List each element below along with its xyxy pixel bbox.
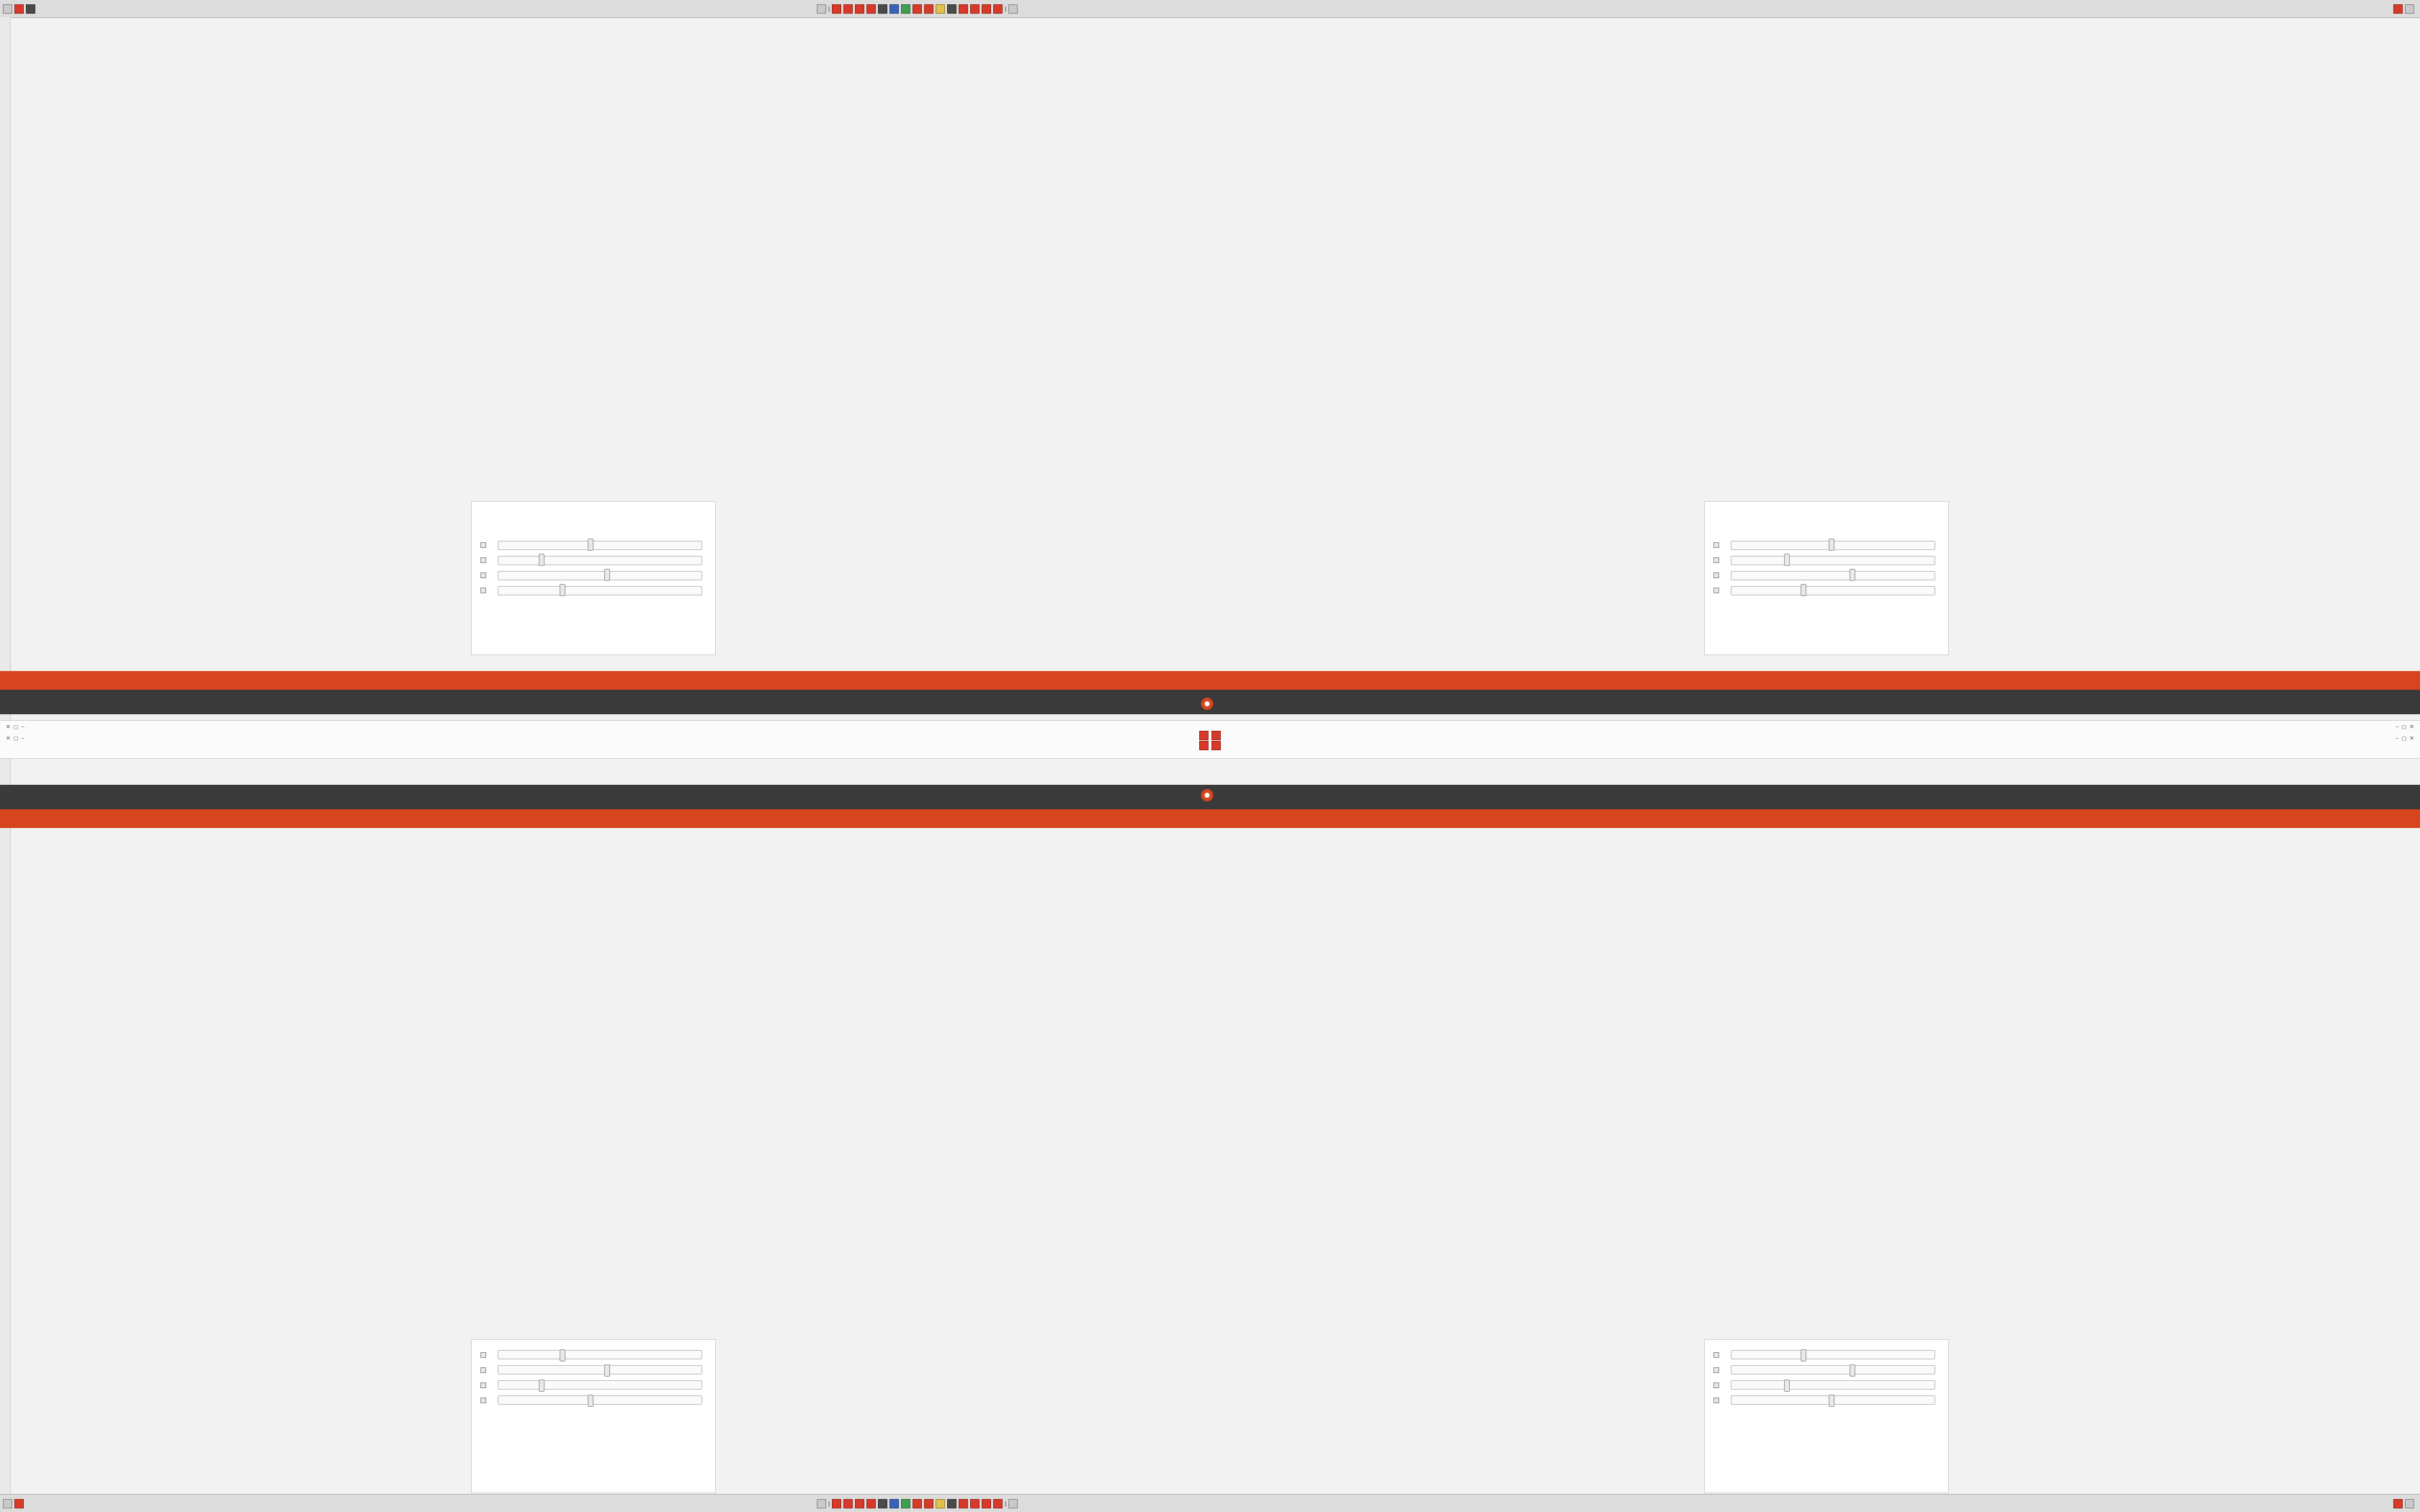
maximize-icon-2[interactable]: ◻ bbox=[13, 735, 19, 742]
slider-knob[interactable] bbox=[539, 554, 544, 566]
slider-bullet-icon bbox=[480, 558, 486, 564]
slider-track[interactable] bbox=[1731, 586, 1935, 595]
slider-bullet-icon bbox=[1713, 588, 1719, 594]
slider-track[interactable] bbox=[498, 571, 702, 580]
toolbar-icon-11[interactable] bbox=[936, 4, 945, 14]
minimize-icon-3[interactable]: − bbox=[2395, 724, 2399, 730]
slider-bullet-icon bbox=[1713, 1382, 1719, 1388]
alert-icon-4[interactable] bbox=[1211, 741, 1221, 750]
slider-row[interactable] bbox=[475, 1347, 712, 1362]
toolbar-icon-12[interactable] bbox=[947, 4, 956, 14]
close-icon-3[interactable]: ✕ bbox=[2409, 724, 2414, 730]
slider-row[interactable] bbox=[1708, 553, 1945, 568]
mirrored-top-half bbox=[0, 17, 2420, 668]
mini-slider-group-3[interactable] bbox=[1708, 1347, 1945, 1408]
wolfram-spikey-icon bbox=[1201, 698, 1214, 710]
toolbar-icon-14[interactable] bbox=[970, 4, 980, 14]
slider-knob[interactable] bbox=[1801, 584, 1806, 596]
slider-row[interactable] bbox=[1708, 538, 1945, 553]
toolbar2-icon-10[interactable] bbox=[924, 1499, 933, 1508]
toolbar2-icon-1[interactable] bbox=[817, 1499, 826, 1508]
close-icon-5[interactable] bbox=[2393, 1499, 2403, 1508]
orange-band-top bbox=[0, 671, 2420, 690]
slider-knob[interactable] bbox=[539, 1380, 544, 1392]
slider-knob[interactable] bbox=[1829, 1395, 1834, 1407]
slider-track[interactable] bbox=[1731, 1365, 1935, 1374]
slider-knob[interactable] bbox=[604, 569, 610, 581]
slider-track[interactable] bbox=[498, 1380, 702, 1390]
slider-row[interactable] bbox=[475, 1377, 712, 1392]
slider-knob[interactable] bbox=[1784, 1380, 1790, 1392]
slider-track[interactable] bbox=[1731, 541, 1935, 550]
slider-row[interactable] bbox=[475, 553, 712, 568]
top-bar-left-cluster bbox=[0, 0, 40, 17]
toolbar2-icon-12[interactable] bbox=[947, 1499, 956, 1508]
slider-row[interactable] bbox=[475, 1362, 712, 1377]
slider-knob[interactable] bbox=[1850, 1364, 1855, 1377]
slider-bullet-icon bbox=[480, 1367, 486, 1373]
toolbar2-icon-15[interactable] bbox=[982, 1499, 991, 1508]
toolbar-icon-8[interactable] bbox=[901, 4, 910, 14]
slider-knob[interactable] bbox=[588, 1395, 593, 1407]
toolbar2-sep-2: | bbox=[1005, 1500, 1007, 1507]
wolfram-spikey-icon-2 bbox=[1201, 789, 1214, 801]
minimize-icon-2[interactable]: − bbox=[21, 735, 25, 742]
slider-track[interactable] bbox=[1731, 571, 1935, 580]
slider-row[interactable] bbox=[475, 583, 712, 598]
toolbar-icon-10[interactable] bbox=[924, 4, 933, 14]
orange-band-bottom bbox=[0, 809, 2420, 828]
slider-knob[interactable] bbox=[1829, 539, 1834, 551]
toolbar2-icon-17[interactable] bbox=[1008, 1499, 1018, 1508]
bottom-bar-toolbar bbox=[814, 1495, 1021, 1512]
slider-bullet-icon bbox=[480, 588, 486, 594]
title-strip-bottom bbox=[0, 785, 2420, 809]
slider-track[interactable] bbox=[1731, 1350, 1935, 1359]
maximize-icon-4[interactable]: ◻ bbox=[2401, 735, 2407, 742]
slider-bullet-icon bbox=[1713, 558, 1719, 564]
slider-bullet-icon bbox=[1713, 1352, 1719, 1358]
close-icon[interactable] bbox=[2393, 4, 2403, 14]
toolbar2-icon-6[interactable] bbox=[878, 1499, 887, 1508]
slider-track[interactable] bbox=[1731, 556, 1935, 565]
toolbar-icon-2[interactable] bbox=[832, 4, 841, 14]
slider-bullet-icon bbox=[480, 1382, 486, 1388]
toolbar-icon-13[interactable] bbox=[959, 4, 968, 14]
main-half bbox=[0, 835, 2420, 1483]
toolbar-icon-5[interactable] bbox=[866, 4, 876, 14]
close-icon-2[interactable]: ✕ bbox=[6, 735, 11, 742]
slider-bullet-icon bbox=[1713, 573, 1719, 579]
slider-bullet-icon bbox=[480, 1398, 486, 1403]
minimize-icon[interactable]: − bbox=[21, 724, 25, 730]
toolbar2-icon-5[interactable] bbox=[866, 1499, 876, 1508]
slider-track[interactable] bbox=[498, 586, 702, 595]
slider-knob[interactable] bbox=[560, 1349, 565, 1362]
record-icon[interactable] bbox=[14, 4, 24, 14]
toolbar-icon-1[interactable] bbox=[817, 4, 826, 14]
mini-panel-right[interactable] bbox=[1704, 501, 1949, 655]
slider-knob[interactable] bbox=[560, 584, 565, 596]
slider-knob[interactable] bbox=[1784, 554, 1790, 566]
slider-row[interactable] bbox=[1708, 583, 1945, 598]
record-icon-2[interactable] bbox=[14, 1499, 24, 1508]
toolbar2-icon-16[interactable] bbox=[993, 1499, 1003, 1508]
title-strip-top bbox=[0, 690, 2420, 714]
slider-row[interactable] bbox=[475, 1392, 712, 1408]
toolbar-sep-label-2: | bbox=[1005, 5, 1007, 12]
slider-track[interactable] bbox=[498, 1350, 702, 1359]
mini-slider-group[interactable] bbox=[1708, 538, 1945, 598]
mini-slider-group[interactable] bbox=[475, 538, 712, 598]
slider-bullet-icon bbox=[480, 1352, 486, 1358]
slider-track[interactable] bbox=[1731, 1395, 1935, 1405]
slider-knob[interactable] bbox=[1850, 569, 1855, 581]
slider-row[interactable] bbox=[475, 538, 712, 553]
wolfram-brand-top bbox=[1201, 698, 1219, 710]
slider-row[interactable] bbox=[1708, 1377, 1945, 1392]
slider-row[interactable] bbox=[475, 568, 712, 583]
mini-panel-left-2[interactable] bbox=[471, 1339, 716, 1493]
window-controls-right[interactable] bbox=[2396, 724, 2414, 730]
slider-track[interactable] bbox=[498, 1395, 702, 1405]
window-controls-right-2[interactable] bbox=[2396, 735, 2414, 742]
bottom-bar-left-cluster bbox=[0, 1495, 29, 1512]
slider-row[interactable] bbox=[1708, 1347, 1945, 1362]
alert-icon-pair-2[interactable] bbox=[1199, 741, 1221, 750]
toolbar2-icon-14[interactable] bbox=[970, 1499, 980, 1508]
slider-knob[interactable] bbox=[1801, 1349, 1806, 1362]
slider-bullet-icon bbox=[1713, 1367, 1719, 1373]
alert-icon-2[interactable] bbox=[1211, 731, 1221, 740]
slider-bullet-icon bbox=[480, 543, 486, 549]
toolbar2-icon-2[interactable] bbox=[832, 1499, 841, 1508]
toolbar-icon-3[interactable] bbox=[843, 4, 853, 14]
slider-track[interactable] bbox=[1731, 1380, 1935, 1390]
alert-icon-3[interactable] bbox=[1199, 741, 1209, 750]
toolbar-icon-6[interactable] bbox=[878, 4, 887, 14]
toolbar-icon-16[interactable] bbox=[993, 4, 1003, 14]
alert-icon-pair[interactable] bbox=[1199, 731, 1221, 740]
slider-bullet-icon bbox=[480, 573, 486, 579]
toolbar2-icon-7[interactable] bbox=[889, 1499, 899, 1508]
mini-panel-left[interactable] bbox=[471, 501, 716, 655]
mini-panel-right-2[interactable] bbox=[1704, 1339, 1949, 1493]
minimize-icon[interactable] bbox=[2405, 4, 2414, 14]
toolbar2-icon-13[interactable] bbox=[959, 1499, 968, 1508]
slider-row[interactable] bbox=[1708, 568, 1945, 583]
app-icon[interactable] bbox=[26, 4, 35, 14]
slider-bullet-icon bbox=[1713, 1398, 1719, 1403]
window-controls-left-2[interactable] bbox=[6, 735, 24, 742]
top-system-bar bbox=[0, 0, 2420, 18]
toolbar-icon-7[interactable] bbox=[889, 4, 899, 14]
top-bar-right-cluster bbox=[2388, 0, 2417, 17]
close-icon[interactable]: ✕ bbox=[6, 724, 11, 730]
slider-knob[interactable] bbox=[604, 1364, 610, 1377]
slider-track[interactable] bbox=[498, 1365, 702, 1374]
close-icon-4[interactable]: ✕ bbox=[2409, 735, 2414, 742]
alert-icon-1[interactable] bbox=[1199, 731, 1209, 740]
maximize-icon-3[interactable]: ◻ bbox=[2401, 724, 2407, 730]
toolbar-icon-15[interactable] bbox=[982, 4, 991, 14]
window-icon[interactable] bbox=[3, 4, 12, 14]
toolbar2-icon-4[interactable] bbox=[855, 1499, 864, 1508]
maximize-icon[interactable]: ◻ bbox=[13, 724, 19, 730]
toolbar2-icon-8[interactable] bbox=[901, 1499, 910, 1508]
slider-knob[interactable] bbox=[588, 539, 593, 551]
toolbar2-sep: | bbox=[828, 1500, 830, 1507]
toolbar-icon-4[interactable] bbox=[855, 4, 864, 14]
toolbar2-icon-3[interactable] bbox=[843, 1499, 853, 1508]
toolbar-icon-9[interactable] bbox=[913, 4, 922, 14]
toolbar2-icon-11[interactable] bbox=[936, 1499, 945, 1508]
slider-track[interactable] bbox=[498, 541, 702, 550]
slider-row[interactable] bbox=[1708, 1362, 1945, 1377]
mini-slider-group-2[interactable] bbox=[475, 1347, 712, 1408]
toolbar2-icon-9[interactable] bbox=[913, 1499, 922, 1508]
slider-row[interactable] bbox=[1708, 1392, 1945, 1408]
notebook-code-band[interactable] bbox=[0, 720, 2420, 759]
window-icon-2[interactable] bbox=[3, 1499, 12, 1508]
toolbar-sep-label: | bbox=[828, 5, 830, 12]
minimize-icon-5[interactable] bbox=[2405, 1499, 2414, 1508]
window-controls-left[interactable] bbox=[6, 724, 24, 730]
minimize-icon-4[interactable]: − bbox=[2395, 735, 2399, 742]
bottom-system-bar bbox=[0, 1494, 2420, 1512]
top-bar-toolbar bbox=[814, 0, 1021, 17]
slider-track[interactable] bbox=[498, 556, 702, 565]
wolfram-brand-bottom bbox=[1201, 789, 1219, 801]
slider-bullet-icon bbox=[1713, 543, 1719, 549]
bottom-bar-right-cluster bbox=[2388, 1495, 2417, 1512]
toolbar-icon-17[interactable] bbox=[1008, 4, 1018, 14]
